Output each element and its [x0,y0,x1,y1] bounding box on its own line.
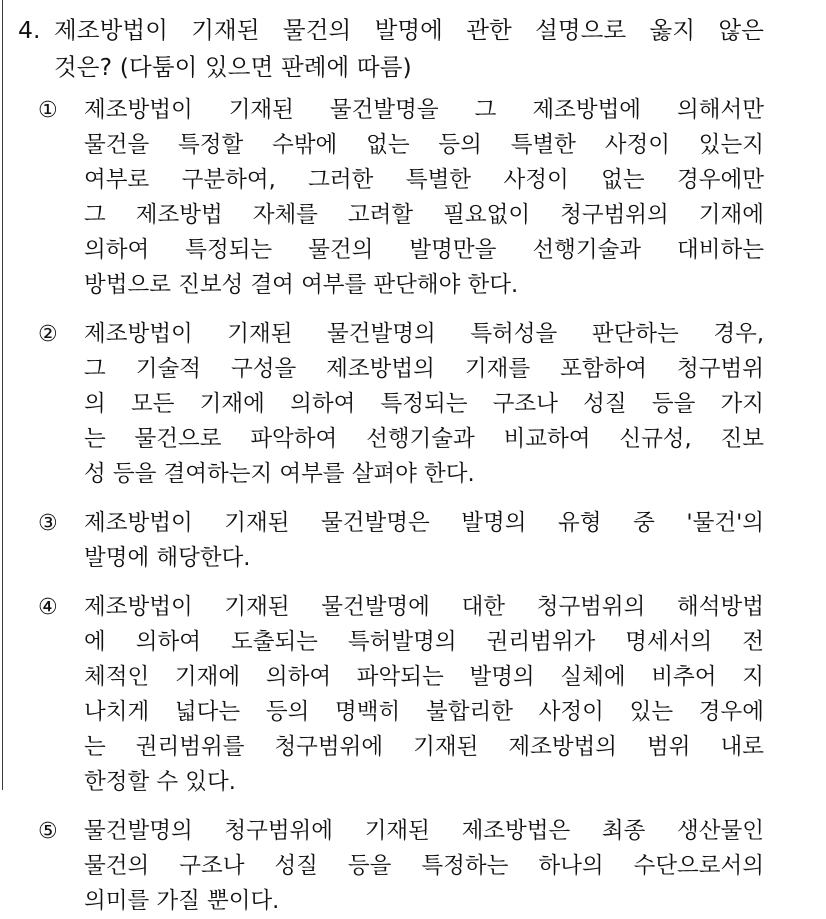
choice-list [18,93,764,919]
choice-option-5[interactable] [38,814,764,919]
choice-line: 체적인 기재에 의하여 파악되는 발명의 실체에 비추어 지 [84,664,764,690]
choice-option-3[interactable] [38,506,764,576]
choice-line: 제조방법이 기재된 물건발명을 그 제조방법에 의해서만 [84,97,764,123]
choice-marker-icon: ③ [38,511,58,536]
choice-text [84,93,764,303]
choice-option-1[interactable] [38,93,764,303]
choice-text [84,317,764,492]
choice-line: 여부로 구분하여, 그러한 특별한 사정이 없는 경우에만 [84,167,764,193]
question-stem-text [54,12,764,86]
choice-line: 물건발명의 청구범위에 기재된 제조방법은 최종 생산물인 [84,818,764,844]
choice-line: 는 권리범위를 청구범위에 기재된 제조방법의 범위 내로 [84,734,764,760]
choice-line: 의 모든 기재에 의하여 특정되는 구조나 성질 등을 가지 [84,391,764,417]
choice-line: 방법으로 진보성 결여 여부를 판단해야 한다. [84,272,519,298]
stem-line: 것은? (다툼이 있으면 판례에 따름) [54,53,412,81]
choice-option-4[interactable] [38,590,764,800]
choice-marker-icon: ⑤ [38,819,58,844]
choice-marker-icon: ① [38,98,58,123]
choice-line: 에 의하여 도출되는 특허발명의 권리범위가 명세서의 전 [84,629,764,655]
choice-line: 성 등을 결여하는지 여부를 살펴야 한다. [84,461,475,487]
choice-line: 제조방법이 기재된 물건발명은 발명의 유형 중 '물건'의 [84,510,764,536]
question-number: 4. [18,16,41,44]
choice-marker-icon: ④ [38,595,58,620]
choice-line: 나치게 넓다는 등의 명백히 불합리한 사정이 있는 경우에 [84,699,764,725]
choice-text [84,506,764,576]
question-stem [18,12,764,86]
choice-marker-icon: ② [38,322,58,347]
choice-text [84,814,764,919]
choice-line: 발명에 해당한다. [84,545,251,571]
choice-line: 의미를 가질 뿐이다. [84,888,280,914]
choice-line: 는 물건으로 파악하여 선행기술과 비교하여 신규성, 진보 [84,426,764,452]
choice-line: 그 제조방법 자체를 고려할 필요없이 청구범위의 기재에 [84,202,764,228]
choice-text [84,590,764,800]
choice-option-2[interactable] [38,317,764,492]
stem-line: 제조방법이 기재된 물건의 발명에 관한 설명으로 옳지 않은 [54,16,764,44]
choice-line: 그 기술적 구성을 제조방법의 기재를 포함하여 청구범위 [84,356,764,382]
choice-line: 물건의 구조나 성질 등을 특정하는 하나의 수단으로서의 [84,853,764,879]
choice-line: 제조방법이 기재된 물건발명에 대한 청구범위의 해석방법 [84,594,764,620]
choice-line: 제조방법이 기재된 물건발명의 특허성을 판단하는 경우, [84,321,764,347]
choice-line: 의하여 특정되는 물건의 발명만을 선행기술과 대비하는 [84,237,764,263]
choice-line: 한정할 수 있다. [84,769,236,795]
choice-line: 물건을 특정할 수밖에 없는 등의 특별한 사정이 있는지 [84,132,764,158]
